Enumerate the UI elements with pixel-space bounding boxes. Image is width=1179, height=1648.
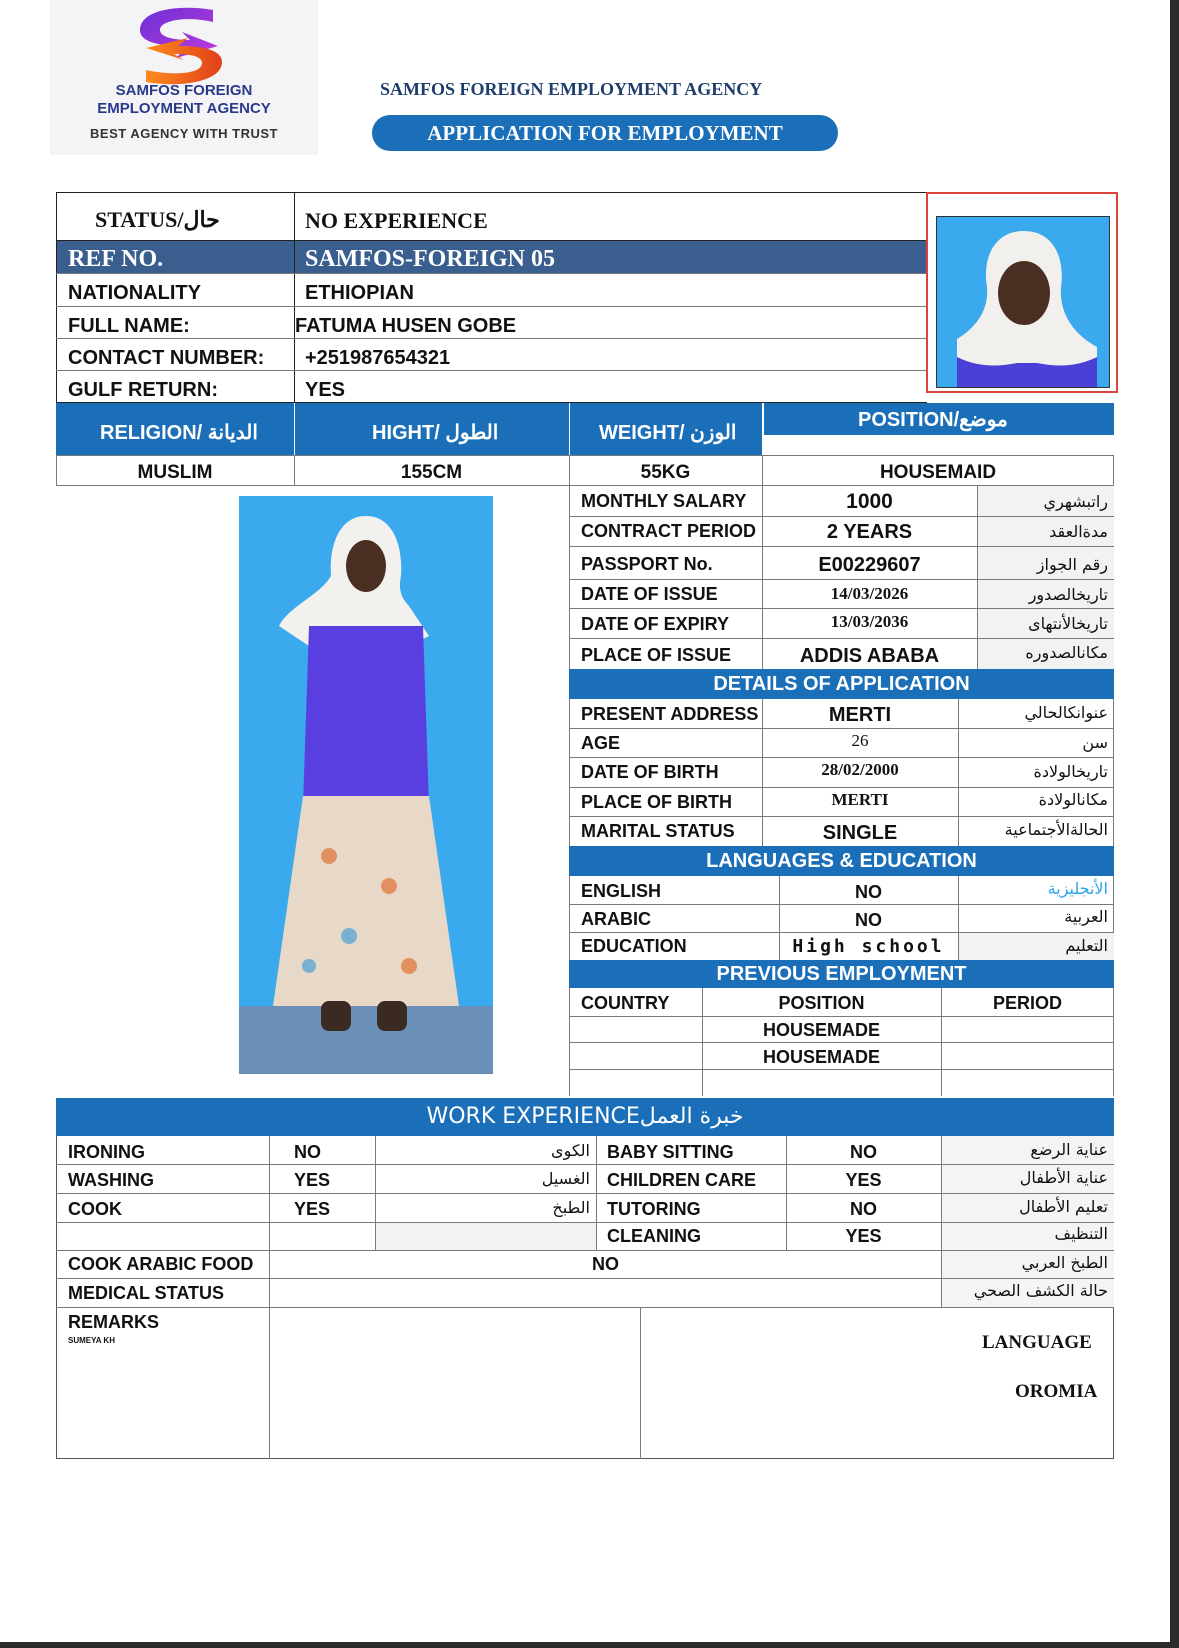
date-of-issue-label: DATE OF ISSUE (581, 584, 718, 604)
weight-value: 55KG (640, 462, 691, 483)
cook-value: YES (294, 1199, 331, 1219)
nationality-value: ETHIOPIAN (305, 282, 414, 304)
logo-line2: EMPLOYMENT AGENCY (97, 100, 271, 117)
contract-period-ar: مدةالعقد (1049, 522, 1108, 541)
remarks-label: REMARKS (68, 1312, 160, 1332)
arabic-label: ARABIC (581, 909, 651, 929)
english-value: NO (855, 882, 882, 902)
nationality-label: NATIONALITY (68, 282, 201, 304)
position-value: HOUSEMAID (879, 462, 997, 483)
position-header: POSITION/موضع (858, 409, 1008, 431)
agency-name: SAMFOS FOREIGN EMPLOYMENT AGENCY (380, 79, 763, 99)
prev-period-header: PERIOD (992, 993, 1062, 1013)
cook-arabic-food-value: NO (592, 1254, 619, 1274)
tutoring-value: NO (850, 1199, 877, 1219)
children-care-label: CHILDREN CARE (607, 1170, 757, 1190)
full-body-photo (239, 496, 493, 1074)
form-title: APPLICATION FOR EMPLOYMENT (372, 115, 838, 151)
education-ar: التعليم (1065, 936, 1108, 955)
present-address-ar: عنوانكالحالي (1024, 703, 1108, 722)
date-of-issue-ar: تاريخالصدور (1028, 585, 1108, 604)
passport-no-value: E00229607 (818, 554, 921, 576)
washing-value: YES (294, 1170, 331, 1190)
contract-period-label: CONTRACT PERIOD (581, 521, 756, 541)
logo-line1: SAMFOS FOREIGN (115, 82, 253, 99)
passport-photo (936, 216, 1110, 388)
application-header: DETAILS OF APPLICATION (569, 669, 1114, 699)
washing-label: WASHING (68, 1170, 155, 1190)
height-header: HIGHT/ الطول (372, 422, 499, 444)
weight-header: WEIGHT/ الوزن (599, 422, 737, 444)
language-label: LANGUAGE (982, 1332, 1092, 1353)
cleaning-value: YES (845, 1226, 882, 1246)
washing-ar: الغسيل (541, 1169, 590, 1188)
status-value: NO EXPERIENCE (305, 208, 488, 233)
place-of-issue-ar: مكانالصدوره (1025, 643, 1108, 662)
passport-no-ar: رقم الجواز (1036, 555, 1108, 574)
children-care-value: YES (845, 1170, 882, 1190)
date-of-birth-value: 28/02/2000 (821, 760, 899, 779)
religion-header: RELIGION/ الديانة (100, 422, 258, 444)
baby-sitting-ar: عناية الرضع (1030, 1140, 1108, 1159)
religion-value: MUSLIM (137, 462, 213, 483)
arabic-ar: العربية (1064, 907, 1108, 926)
present-address-label: PRESENT ADDRESS (581, 704, 759, 724)
arabic-value: NO (855, 910, 882, 930)
ref-value: SAMFOS-FOREIGN 05 (305, 246, 556, 272)
age-value: 26 (851, 731, 869, 750)
cook-ar: الطبخ (552, 1198, 590, 1217)
english-ar: الأنجليزية (1047, 879, 1108, 898)
age-ar: سن (1082, 733, 1108, 752)
cook-label: COOK (68, 1199, 122, 1219)
ironing-value: NO (294, 1142, 321, 1162)
place-of-issue-label: PLACE OF ISSUE (581, 645, 732, 665)
tutoring-label: TUTORING (607, 1199, 701, 1219)
medical-status-ar: حالة الكشف الصحي (973, 1281, 1108, 1300)
place-of-issue-value: ADDIS ABABA (799, 645, 940, 667)
passport-photo-frame (926, 192, 1118, 393)
monthly-salary-ar: راتبشهري (1043, 492, 1108, 511)
previous-employment-header: PREVIOUS EMPLOYMENT (569, 960, 1114, 988)
present-address-value: MERTI (828, 704, 892, 726)
prev-row-2-position: HOUSEMADE (762, 1047, 880, 1067)
remarks-note: SUMEYA KH (68, 1336, 115, 1345)
date-of-birth-label: DATE OF BIRTH (581, 762, 719, 782)
contact-value: +251987654321 (305, 347, 451, 369)
ref-label: REF NO. (68, 246, 164, 272)
marital-status-value: SINGLE (822, 822, 898, 844)
prev-position-header: POSITION (778, 993, 865, 1013)
baby-sitting-value: NO (850, 1142, 877, 1162)
medical-status-label: MEDICAL STATUS (68, 1283, 224, 1303)
marital-status-label: MARITAL STATUS (581, 821, 735, 841)
date-of-expiry-value: 13/03/2036 (830, 612, 909, 631)
cook-arabic-food-ar: الطبخ العربي (1021, 1253, 1108, 1272)
place-of-birth-value: MERTI (831, 790, 889, 809)
ironing-ar: الكوى (551, 1141, 590, 1160)
full-name-value: FATUMA HUSEN GOBE (295, 315, 517, 337)
ironing-label: IRONING (68, 1142, 146, 1162)
contract-period-value: 2 YEARS (826, 521, 913, 543)
cook-arabic-food-label: COOK ARABIC FOOD (68, 1254, 254, 1274)
place-of-birth-label: PLACE OF BIRTH (581, 792, 732, 812)
gulf-return-value: YES (305, 379, 346, 401)
cleaning-ar: التنظيف (1054, 1224, 1108, 1243)
gulf-return-label: GULF RETURN: (68, 379, 218, 401)
height-value: 155CM (400, 462, 463, 483)
status-label: STATUS/حال (95, 207, 220, 232)
education-value: High school (792, 936, 945, 957)
place-of-birth-ar: مكانالولادة (1038, 790, 1108, 809)
agency-logo (50, 0, 318, 155)
date-of-birth-ar: تاريخالولادة (1033, 762, 1108, 781)
baby-sitting-label: BABY SITTING (607, 1142, 734, 1162)
english-label: ENGLISH (581, 881, 662, 901)
full-name-label: FULL NAME: (68, 315, 190, 337)
education-label: EDUCATION (581, 936, 687, 956)
monthly-salary-label: MONTHLY SALARY (581, 491, 747, 511)
monthly-salary-value: 1000 (846, 490, 893, 513)
languages-header: LANGUAGES & EDUCATION (569, 846, 1114, 876)
marital-status-ar: الحالةالأجتماعية (1004, 820, 1108, 839)
date-of-issue-value: 14/03/2026 (830, 584, 909, 603)
passport-no-label: PASSPORT No. (581, 554, 713, 574)
contact-label: CONTACT NUMBER: (68, 347, 265, 369)
children-care-ar: عناية الأطفال (1019, 1168, 1108, 1187)
s-arrows-logo-icon (118, 2, 244, 90)
prev-country-header: COUNTRY (581, 993, 670, 1013)
date-of-expiry-label: DATE OF EXPIRY (581, 614, 730, 634)
tutoring-ar: تعليم الأطفال (1019, 1197, 1108, 1216)
date-of-expiry-ar: تاريخالأنتهاى (1028, 614, 1108, 633)
work-experience-title: WORK EXPERIENCEخبرة العمل (426, 1104, 744, 1129)
prev-row-1-position: HOUSEMADE (762, 1020, 880, 1040)
age-label: AGE (581, 733, 621, 753)
cleaning-label: CLEANING (607, 1226, 701, 1246)
logo-tagline: BEST AGENCY WITH TRUST (90, 126, 278, 141)
language-value: OROMIA (1015, 1381, 1098, 1402)
